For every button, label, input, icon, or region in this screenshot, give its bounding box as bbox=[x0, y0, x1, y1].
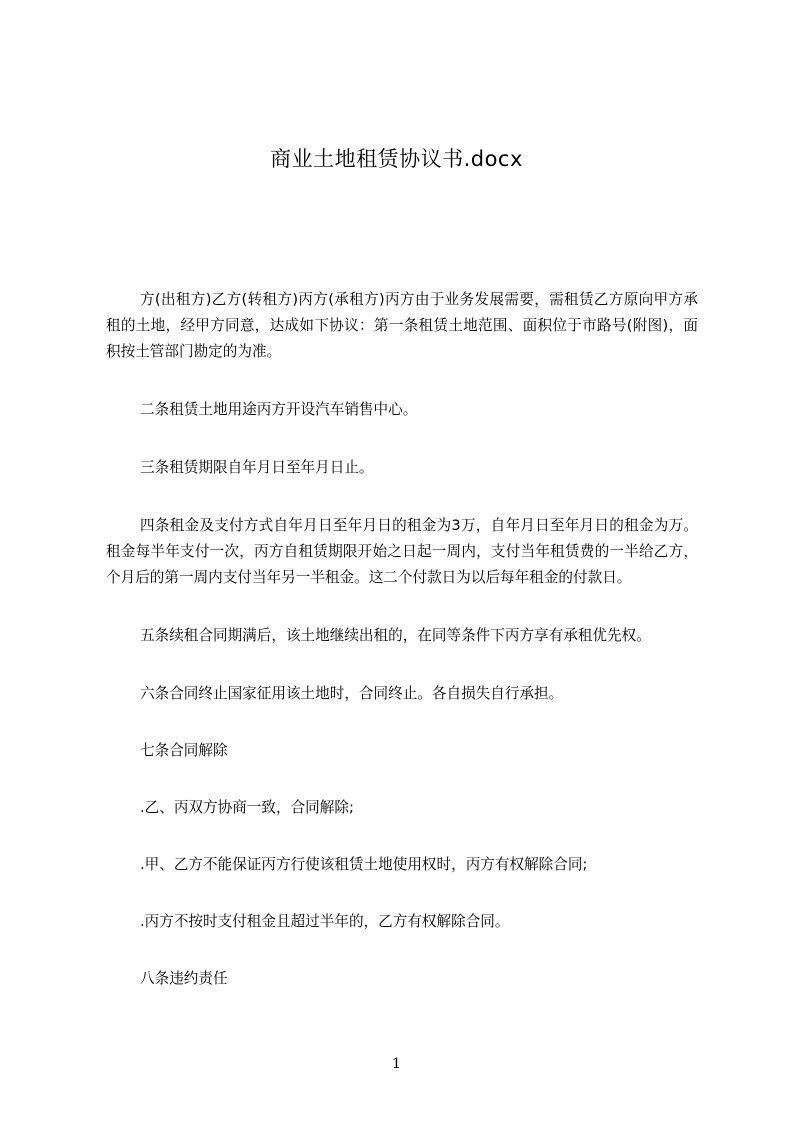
paragraph-parties: 方(出租方)乙方(转租方)丙方(承租方)丙方由于业务发展需要，需租赁乙方原向甲方承租的土地，经甲方同意，达成如下协议：第一条租赁土地范围、面积位于市路号(附图)，面积按土管部门勘定的为准。 bbox=[106, 291, 698, 360]
paragraph-article-5: 五条续租合同期满后，该土地继续出租的，在同等条件下丙方享有承租优先权。 bbox=[140, 627, 651, 644]
paragraph-article-4: 四条租金及支付方式自年月日至年月日的租金为3万，自年月日至年月日的租金为万。租金每半年支付一次，丙方自租赁期限开始之日起一周内，支付当年租赁费的一半给乙方，个月后的第一周内支付当年另一半租金。这二个付款日为以后每年租金的付款日。 bbox=[106, 517, 698, 586]
page-number: 1 bbox=[392, 1056, 401, 1072]
paragraph-clause-7-2: .甲、乙方不能保证丙方行使该租赁土地使用权时，丙方有权解除合同; bbox=[140, 856, 588, 873]
paragraph-clause-7-1: .乙、丙双方协商一致，合同解除; bbox=[140, 799, 354, 816]
paragraph-article-6: 六条合同终止国家征用该土地时，合同终止。各自损失自行承担。 bbox=[140, 685, 564, 702]
document-body bbox=[106, 287, 698, 992]
paragraph-article-8: 八条违约责任 bbox=[140, 970, 228, 987]
paragraph-article-7: 七条合同解除 bbox=[140, 742, 228, 759]
paragraph-clause-7-3: .丙方不按时支付租金且超过半年的，乙方有权解除合同。 bbox=[140, 913, 510, 930]
document-title: 商业土地租赁协议书.docx bbox=[270, 147, 523, 171]
paragraph-article-3: 三条租赁期限自年月日至年月日止。 bbox=[140, 459, 374, 476]
paragraph-article-2: 二条租赁土地用途丙方开设汽车销售中心。 bbox=[140, 401, 418, 418]
